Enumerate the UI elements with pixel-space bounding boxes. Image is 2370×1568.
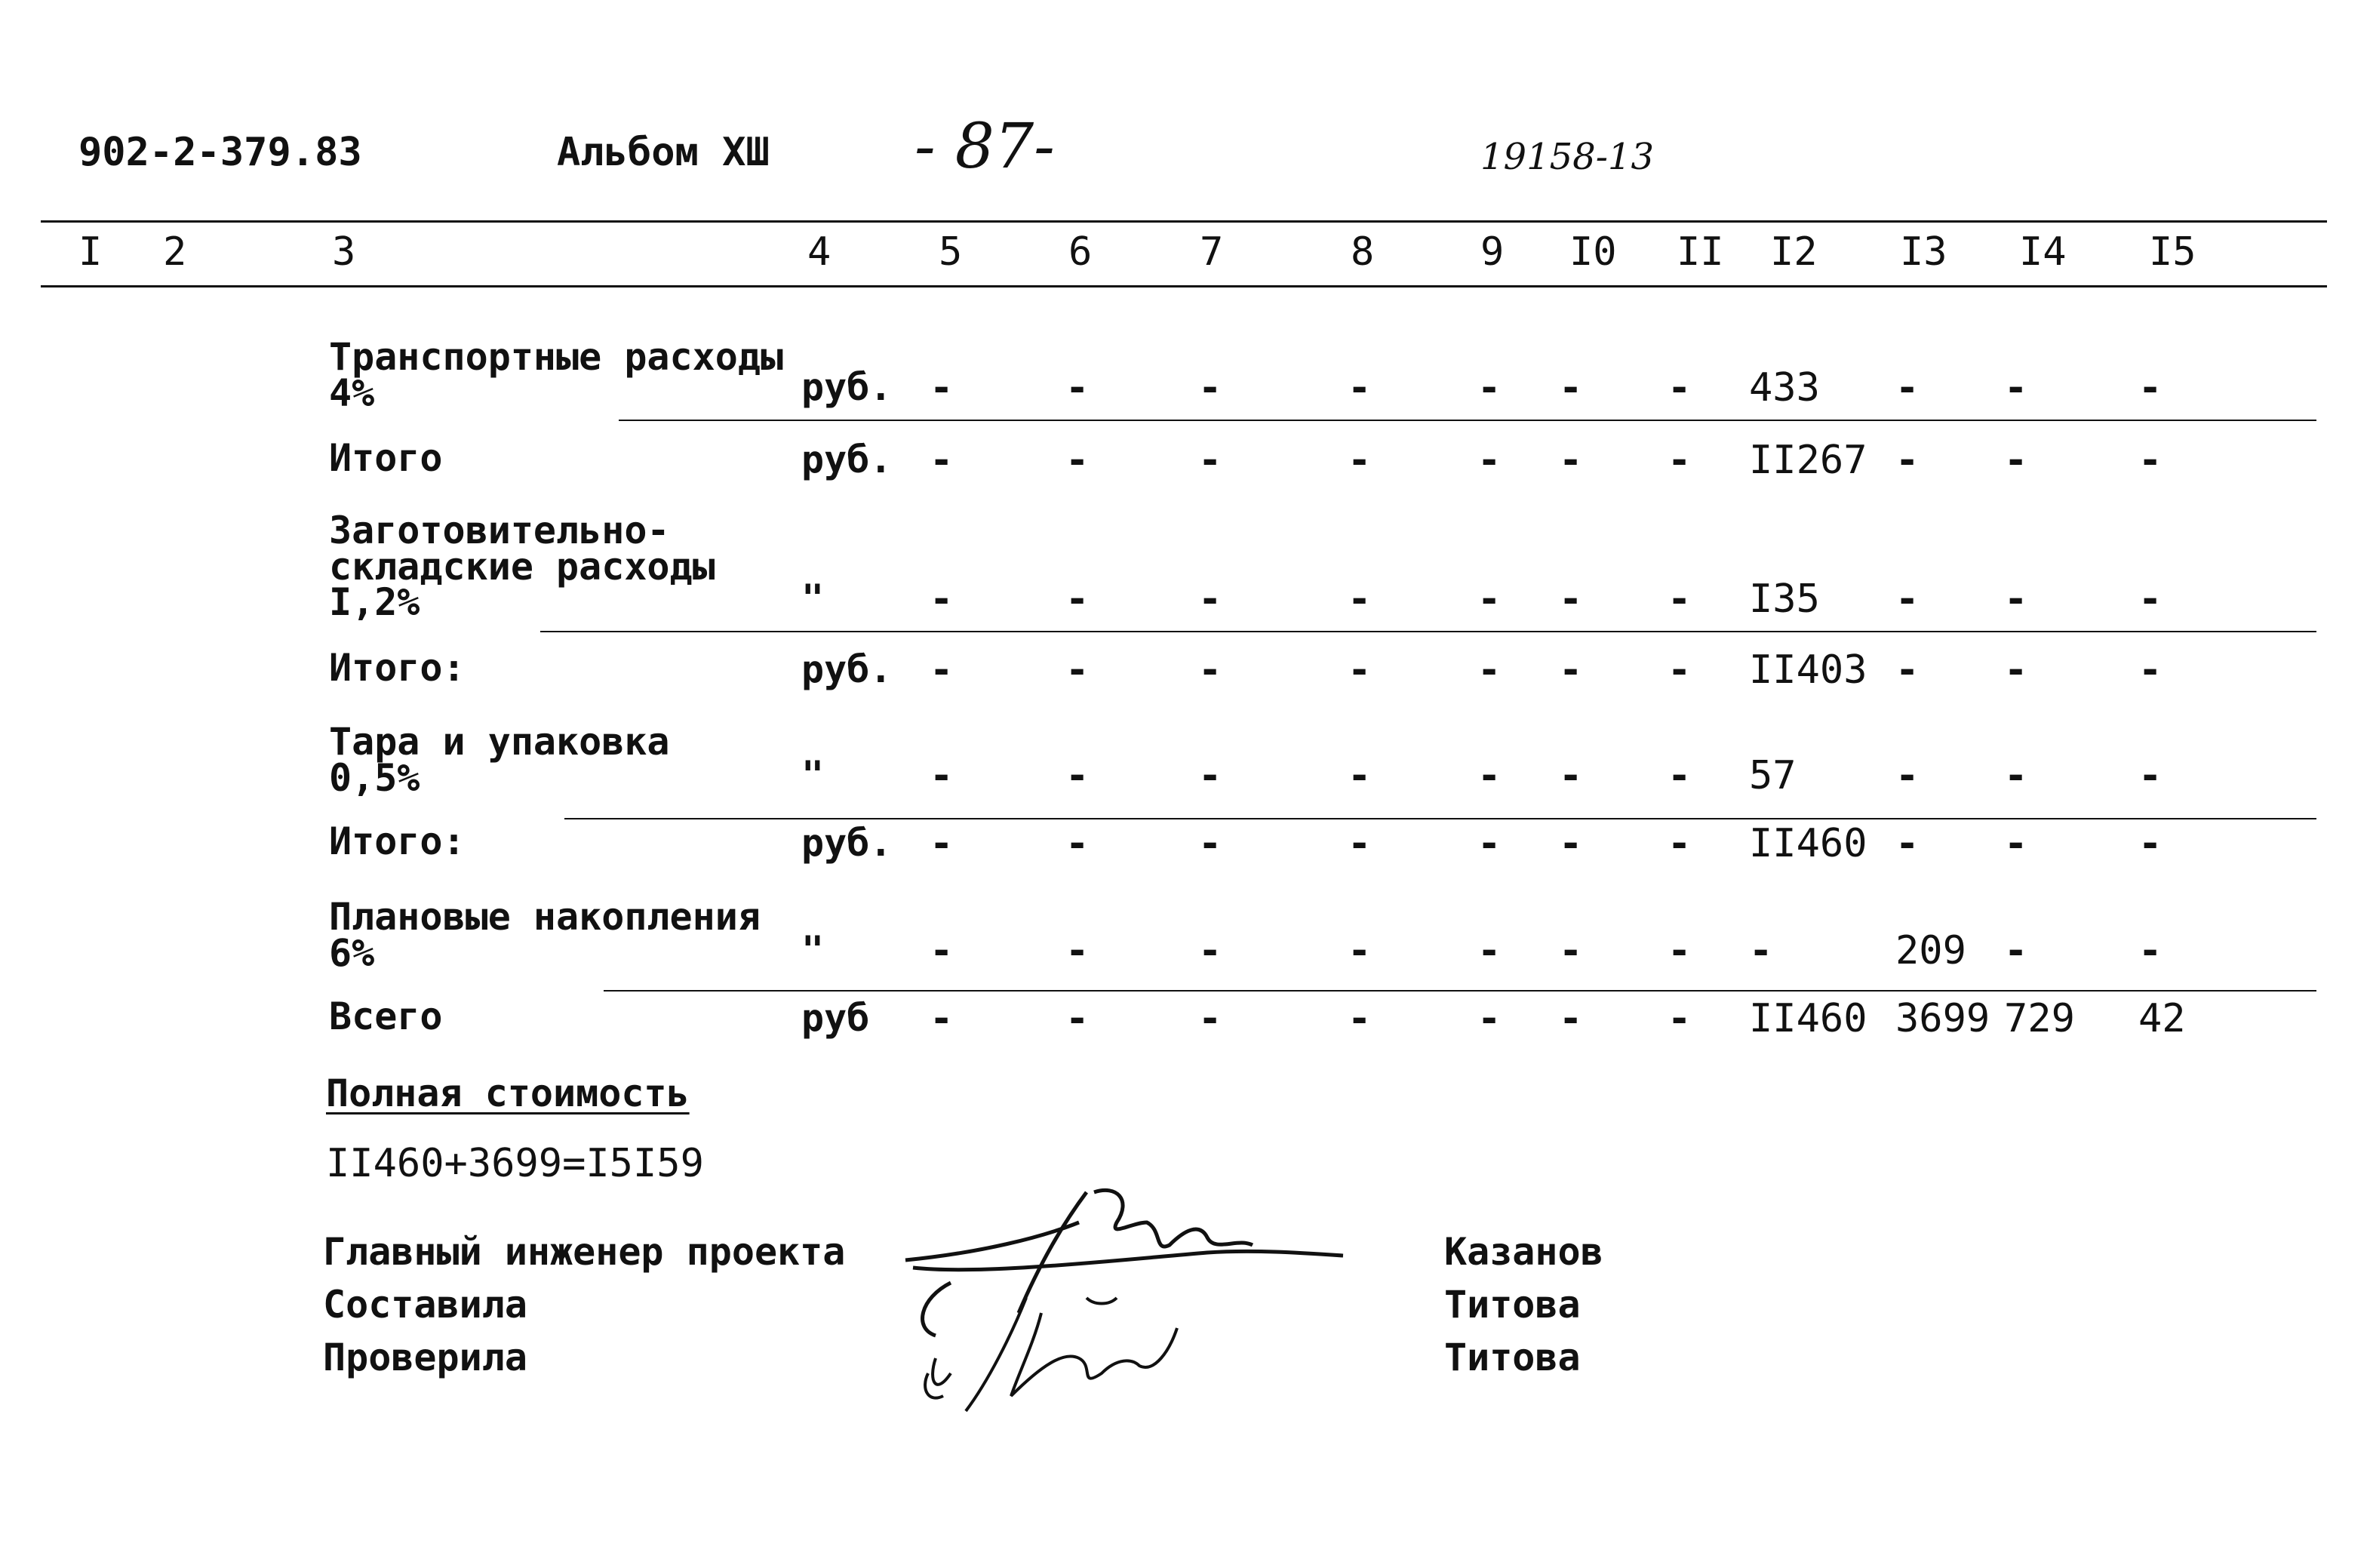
value-cell-c13: -: [1895, 365, 1920, 410]
archive-stamp: 19158-13: [1480, 136, 1654, 178]
column-number-13: I3: [1900, 229, 1947, 275]
value-cell-c5: -: [930, 438, 954, 483]
value-cell-c10: -: [1559, 576, 1583, 622]
value-cell-c7: -: [1198, 576, 1222, 622]
value-cell-c11: -: [1668, 928, 1692, 973]
value-cell-c8: -: [1348, 996, 1372, 1041]
value-cell-c14: -: [2004, 821, 2028, 866]
value-cell-c11: -: [1668, 996, 1692, 1041]
value-cell-c8: -: [1348, 576, 1372, 622]
value-cell-c12: II267: [1749, 438, 1867, 483]
value-cell-c6: -: [1065, 365, 1090, 410]
value-cell-c14: -: [2004, 365, 2028, 410]
value-cell-c14: -: [2004, 576, 2028, 622]
value-cell-c5: -: [930, 576, 954, 622]
value-cell-c14: 729: [2004, 996, 2075, 1041]
value-cell-c5: -: [930, 753, 954, 798]
value-cell-c15: -: [2138, 365, 2163, 410]
value-cell-c10: -: [1559, 365, 1583, 410]
value-cell-c12: II460: [1749, 996, 1867, 1041]
unit-cell: ": [801, 753, 825, 797]
value-cell-c6: -: [1065, 928, 1090, 973]
value-cell-c10: -: [1559, 438, 1583, 483]
value-cell-c9: -: [1477, 928, 1502, 973]
value-cell-c9: -: [1477, 821, 1502, 866]
value-cell-c7: -: [1198, 365, 1222, 410]
column-number-6: 6: [1068, 229, 1093, 275]
value-cell-c11: -: [1668, 821, 1692, 866]
value-cell-c11: -: [1668, 365, 1692, 410]
column-number-5: 5: [939, 229, 963, 275]
value-cell-c6: -: [1065, 438, 1090, 483]
value-cell-c12: I35: [1749, 576, 1820, 622]
row-label: Транспортные расходы 4%: [329, 335, 784, 415]
row-label: Итого: [329, 436, 443, 480]
column-number-9: 9: [1480, 229, 1505, 275]
column-number-3: 3: [332, 229, 356, 275]
signature-role: Главный инженер проекта: [323, 1230, 846, 1274]
value-cell-c7: -: [1198, 753, 1222, 798]
row-separator: [604, 990, 2316, 992]
column-number-11: II: [1677, 229, 1724, 275]
value-cell-c5: -: [930, 365, 954, 410]
signature-name: Казанов: [1444, 1230, 1603, 1274]
row-label: Итого:: [329, 819, 466, 863]
unit-cell: руб.: [801, 365, 893, 409]
unit-cell: ": [801, 576, 825, 620]
full-cost-formula: II460+3699=I5I59: [326, 1141, 704, 1186]
value-cell-c15: -: [2138, 576, 2163, 622]
unit-cell: руб.: [801, 821, 893, 865]
value-cell-c8: -: [1348, 365, 1372, 410]
value-cell-c6: -: [1065, 996, 1090, 1041]
value-cell-c11: -: [1668, 438, 1692, 483]
row-separator: [619, 420, 2316, 421]
value-cell-c10: -: [1559, 647, 1583, 693]
value-cell-c8: -: [1348, 753, 1372, 798]
value-cell-c9: -: [1477, 438, 1502, 483]
value-cell-c15: -: [2138, 438, 2163, 483]
table-header-rule: [41, 285, 2327, 287]
row-label: Итого:: [329, 646, 466, 690]
value-cell-c13: 3699: [1895, 996, 1990, 1041]
value-cell-c5: -: [930, 647, 954, 693]
value-cell-c13: -: [1895, 576, 1920, 622]
value-cell-c15: -: [2138, 753, 2163, 798]
column-number-4: 4: [807, 229, 831, 275]
value-cell-c6: -: [1065, 821, 1090, 866]
column-number-1: I: [78, 229, 103, 275]
value-cell-c7: -: [1198, 438, 1222, 483]
row-label: Тара и упаковка 0,5%: [329, 720, 670, 800]
value-cell-c10: -: [1559, 928, 1583, 973]
full-cost-heading: Полная стоимость: [326, 1071, 690, 1115]
column-number-7: 7: [1200, 229, 1224, 275]
signature-name: Титова: [1444, 1336, 1581, 1379]
row-label: Всего: [329, 995, 443, 1038]
value-cell-c13: 209: [1895, 928, 1966, 973]
value-cell-c13: -: [1895, 438, 1920, 483]
column-number-15: I5: [2149, 229, 2196, 275]
value-cell-c13: -: [1895, 647, 1920, 693]
document-code: 902-2-379.83: [78, 130, 362, 175]
signature-name: Титова: [1444, 1283, 1581, 1327]
value-cell-c7: -: [1198, 996, 1222, 1041]
value-cell-c11: -: [1668, 753, 1692, 798]
value-cell-c5: -: [930, 996, 954, 1041]
value-cell-c12: II403: [1749, 647, 1867, 693]
page-number: - 87-: [914, 111, 1055, 183]
value-cell-c8: -: [1348, 928, 1372, 973]
value-cell-c14: -: [2004, 647, 2028, 693]
column-number-8: 8: [1351, 229, 1375, 275]
value-cell-c14: -: [2004, 438, 2028, 483]
value-cell-c12: -: [1749, 928, 1773, 973]
value-cell-c10: -: [1559, 753, 1583, 798]
unit-cell: ": [801, 928, 825, 972]
album-label: Альбом XШ: [557, 130, 770, 175]
signature-scribble-compiler: [905, 1283, 1222, 1419]
value-cell-c10: -: [1559, 821, 1583, 866]
value-cell-c9: -: [1477, 996, 1502, 1041]
value-cell-c15: -: [2138, 928, 2163, 973]
value-cell-c8: -: [1348, 438, 1372, 483]
column-number-12: I2: [1770, 229, 1818, 275]
signature-role: Проверила: [323, 1336, 527, 1379]
value-cell-c15: -: [2138, 647, 2163, 693]
value-cell-c6: -: [1065, 576, 1090, 622]
value-cell-c6: -: [1065, 647, 1090, 693]
value-cell-c14: -: [2004, 928, 2028, 973]
signature-role: Составила: [323, 1283, 527, 1327]
value-cell-c11: -: [1668, 576, 1692, 622]
row-separator: [540, 631, 2316, 632]
column-number-2: 2: [163, 229, 187, 275]
value-cell-c8: -: [1348, 821, 1372, 866]
table-top-rule: [41, 220, 2327, 223]
value-cell-c10: -: [1559, 996, 1583, 1041]
value-cell-c8: -: [1348, 647, 1372, 693]
unit-cell: руб.: [801, 647, 893, 691]
value-cell-c5: -: [930, 928, 954, 973]
value-cell-c12: 57: [1749, 753, 1797, 798]
value-cell-c7: -: [1198, 928, 1222, 973]
value-cell-c12: 433: [1749, 365, 1820, 410]
value-cell-c7: -: [1198, 821, 1222, 866]
value-cell-c9: -: [1477, 576, 1502, 622]
value-cell-c9: -: [1477, 647, 1502, 693]
unit-cell: руб: [801, 996, 870, 1040]
value-cell-c15: -: [2138, 821, 2163, 866]
column-number-10: I0: [1569, 229, 1617, 275]
row-label: Плановые накопления 6%: [329, 895, 761, 975]
value-cell-c15: 42: [2138, 996, 2186, 1041]
value-cell-c9: -: [1477, 365, 1502, 410]
column-number-14: I4: [2019, 229, 2067, 275]
value-cell-c7: -: [1198, 647, 1222, 693]
value-cell-c11: -: [1668, 647, 1692, 693]
value-cell-c12: II460: [1749, 821, 1867, 866]
value-cell-c9: -: [1477, 753, 1502, 798]
row-label: Заготовительно- складские расходы I,2%: [329, 509, 715, 624]
row-separator: [564, 818, 2316, 819]
value-cell-c14: -: [2004, 753, 2028, 798]
value-cell-c13: -: [1895, 753, 1920, 798]
value-cell-c6: -: [1065, 753, 1090, 798]
unit-cell: руб.: [801, 438, 893, 481]
value-cell-c5: -: [930, 821, 954, 866]
value-cell-c13: -: [1895, 821, 1920, 866]
